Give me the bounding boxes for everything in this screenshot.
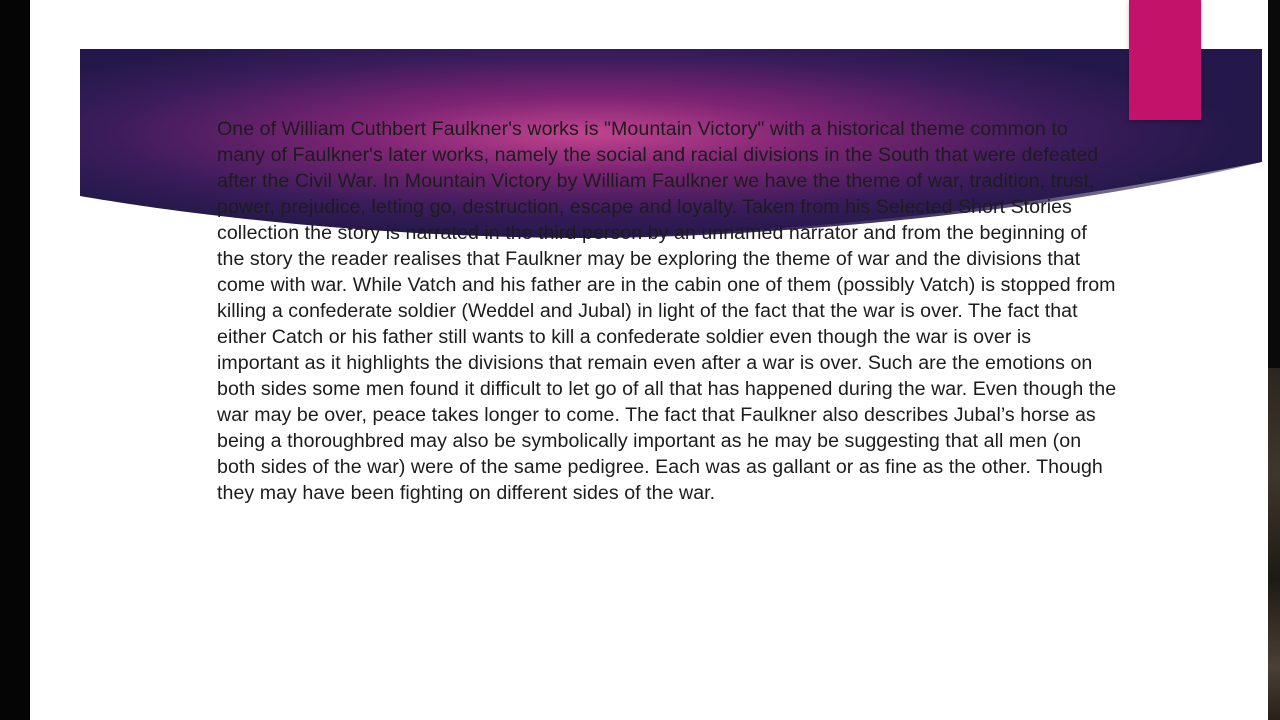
accent-tab	[1129, 0, 1201, 120]
slide	[30, 0, 1268, 720]
left-black-bar	[0, 0, 30, 720]
background-photo-edge	[1268, 368, 1280, 720]
slide-body-text: One of William Cuthbert Faulkner's works is "Mountain Victory" with a historical theme common to many of Faulkner's later works, namely the social and racial divisions in the South that were defeated after the Civil War. In Mountain Victory by William Faulkner we have the theme of war, tradition, trust, power, prejudice, letting go, destruction, escape and loyalty. Taken from his Selected Short Stories collection the story is narrated in the third person by an unnamed narrator and from the beginning of the story the reader realises that Faulkner may be exploring the theme of war and the divisions that come with war. While Vatch and his father are in the cabin one of them (possibly Vatch) is stopped from killing a confederate soldier (Weddel and Jubal) in light of the fact that the war is over. The fact that either Catch or his father still wants to kill a confederate soldier even though the war is over is important as it highlights the divisions that remain even after a war is over. Such are the emotions on both sides some men found it difficult to let go of all that has happened during the war. Even though the war may be over, peace takes longer to come. The fact that Faulkner also describes Jubal’s horse as being a thoroughbred may also be symbolically important as he may be suggesting that all men (on both sides of the war) were of the same pedigree. Each was as gallant or as fine as the other. Though they may have been fighting on different sides of the war.	[217, 118, 1117, 504]
